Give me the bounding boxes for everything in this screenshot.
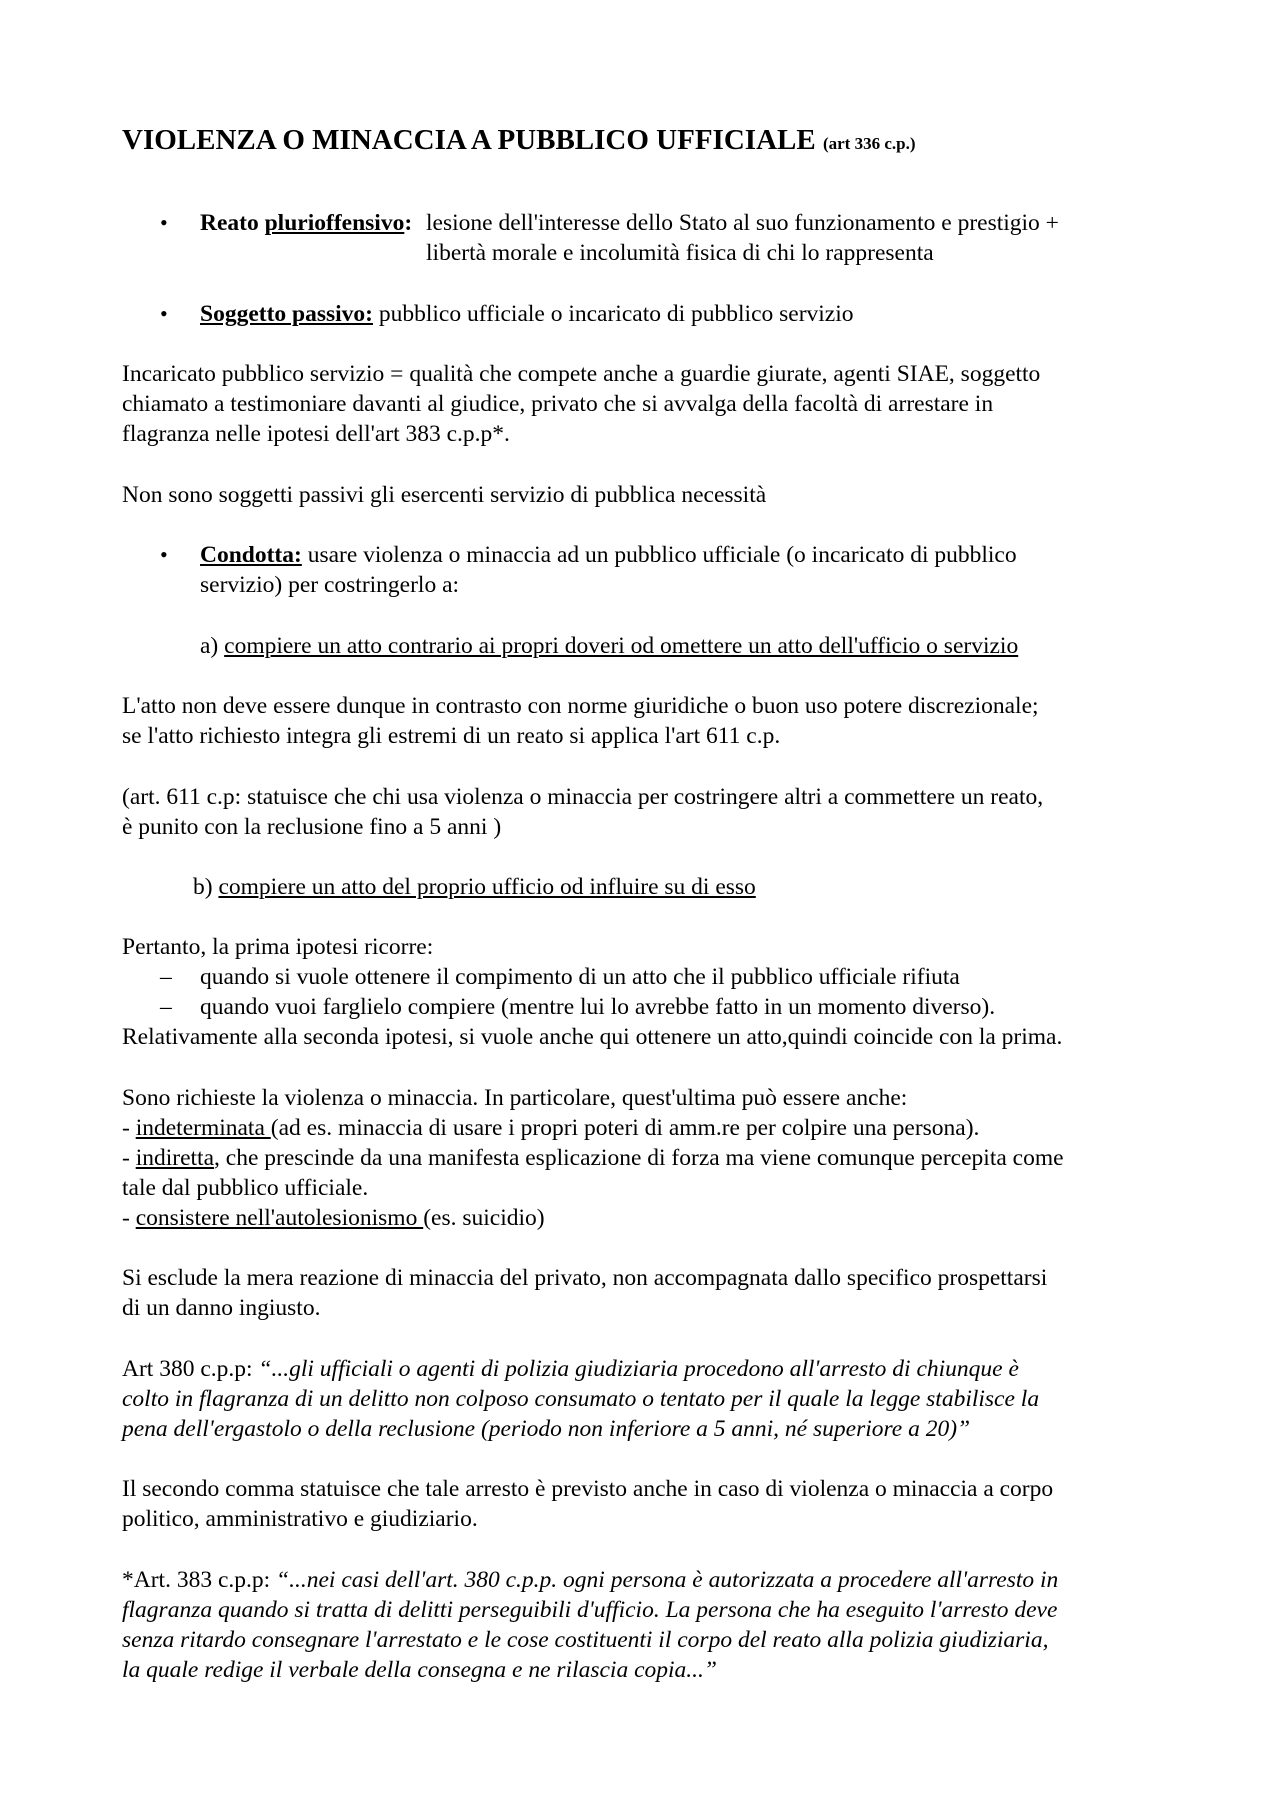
item-b: b) compiere un atto del proprio ufficio od influire su di esso bbox=[193, 874, 756, 900]
pertanto-dash-1: quando si vuole ottenere il compimento di un atto che il pubblico ufficiale rifiuta bbox=[200, 964, 960, 990]
dash-icon: – bbox=[160, 994, 172, 1020]
art380-paragraph: Art 380 c.p.p: “...gli ufficiali o agenti di polizia giudiziaria procedono all'arresto di chiunque è colto in flagranza di un delitto non colposo consumato o tentato per il quale la legge stabilisce la pena dell'ergastolo o della reclusione (periodo non inferiore a 5 anni, né superiore a 20)” bbox=[122, 1356, 1040, 1442]
soggetto-text: pubblico ufficiale o incaricato di pubblico servizio bbox=[378, 301, 854, 327]
non-sono-paragraph: Non sono soggetti passivi gli esercenti servizio di pubblica necessità bbox=[122, 482, 767, 508]
soggetto-item bbox=[200, 299, 1180, 329]
condotta-label: Condotta: bbox=[200, 542, 302, 568]
incaricato-paragraph: Incaricato pubblico servizio = qualità che compete anche a guardie giurate, agenti SIAE, soggetto chiamato a testimoniare davanti al giudice, privato che si avvalga della facoltà di arrestare in flagranza nelle ipotesi dell'art 383 c.p.p*. bbox=[122, 361, 1041, 447]
item-a: a) compiere un atto contrario ai propri doveri od omettere un atto dell'ufficio o servizio bbox=[200, 633, 1019, 659]
document-title bbox=[122, 123, 1182, 161]
richieste-paragraph: Sono richieste la violenza o minaccia. In particolare, quest'ultima può essere anche: - indeterminata (ad es. minaccia di usare i propri poteri di amm.re per colpire una persona). - indiretta, che prescinde da una manifesta esplicazione di forza ma viene comunque percepita come tale dal pubblico ufficiale. - consistere nell'autolesionismo (es. suicidio) bbox=[122, 1085, 1064, 1231]
art383-paragraph: *Art. 383 c.p.p: “...nei casi dell'art. 380 c.p.p. ogni persona è autorizzata a procedere all'arresto in flagranza quando si tratta di delitti perseguibili d'ufficio. La persona che ha eseguito l'arresto deve senza ritardo consegnare l'arrestato e le cose costituenti il corpo del reato alla polizia giudiziaria, la quale redige il verbale della consegna e ne rilascia copia...” bbox=[122, 1567, 1059, 1683]
title-article-ref: (art 336 c.p.) bbox=[822, 134, 916, 153]
atto-paragraph: L'atto non deve essere dunque in contrasto con norme giuridiche o buon uso potere discrezionale; se l'atto richiesto integra gli estremi di un reato si applica l'art 611 c.p. bbox=[122, 693, 1039, 749]
bullet-icon: • bbox=[160, 301, 168, 326]
bullet-icon: • bbox=[160, 210, 168, 235]
art611-paragraph: (art. 611 c.p: statuisce che chi usa violenza o minaccia per costringere altri a commettere un reato, è punito con la reclusione fino a 5 anni ) bbox=[122, 784, 1044, 840]
reato-item bbox=[200, 208, 1180, 268]
pertanto-after: Relativamente alla seconda ipotesi, si vuole anche qui ottenere un atto,quindi coincide con la prima. bbox=[122, 1024, 1063, 1050]
condotta-item: Condotta: usare violenza o minaccia ad un pubblico ufficiale (o incaricato di pubblico servizio) per costringerlo a: bbox=[200, 542, 1017, 598]
reato-definition: lesione dell'interesse dello Stato al suo funzionamento e prestigio + libertà morale e incolumità fisica di chi lo rappresenta bbox=[426, 210, 1059, 266]
esclude-paragraph: Si esclude la mera reazione di minaccia del privato, non accompagnata dallo specifico prospettarsi di un danno ingiusto. bbox=[122, 1265, 1048, 1321]
bullet-icon: • bbox=[160, 542, 168, 567]
title-main: VIOLENZA O MINACCIA A PUBBLICO UFFICIALE bbox=[122, 124, 816, 156]
pertanto-dash-2: quando vuoi farglielo compiere (mentre lui lo avrebbe fatto in un momento diverso). bbox=[200, 994, 996, 1020]
dash-icon: – bbox=[160, 964, 172, 990]
pertanto-intro: Pertanto, la prima ipotesi ricorre: bbox=[122, 934, 434, 960]
secondo-comma-paragraph: Il secondo comma statuisce che tale arresto è previsto anche in caso di violenza o minaccia a corpo politico, amministrativo e giudiziario. bbox=[122, 1476, 1054, 1532]
reato-label: Reato plurioffensivo: bbox=[200, 210, 413, 236]
soggetto-label: Soggetto passivo: bbox=[200, 301, 373, 327]
